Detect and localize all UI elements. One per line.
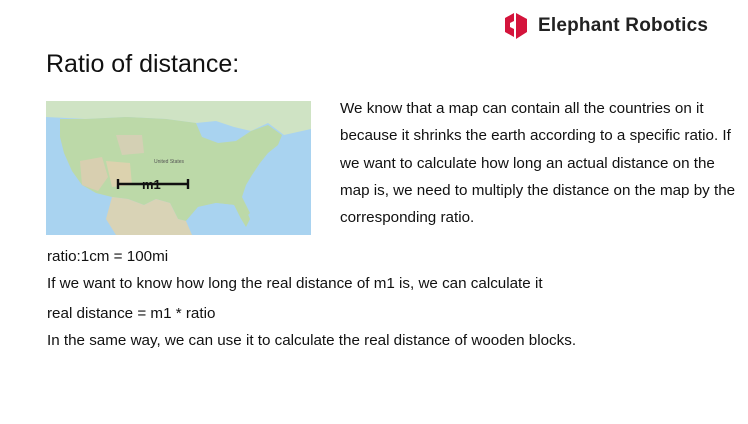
conclusion-line: In the same way, we can use it to calculate the real distance of wooden blocks. (47, 332, 577, 349)
brand-logo (503, 12, 708, 40)
ratio-line: ratio:1cm = 100mi (47, 248, 169, 265)
map-country-label: United States (154, 159, 185, 165)
slide-title: Ratio of distance: (46, 50, 240, 78)
explanation-paragraph: We know that a map can contain all the countries on it because it shrinks the earth according to a specific ratio. If we want to calculate how long an actual distance on the map is, we need to multiply the distance on the map by the corresponding ratio. (340, 100, 736, 227)
brand-name: Elephant Robotics (538, 15, 709, 36)
elephant-robotics-logo-icon (503, 12, 529, 40)
question-line: If we want to know how long the real distance of m1 is, we can calculate it (47, 275, 543, 292)
formula-line: real distance = m1 * ratio (47, 305, 216, 322)
m1-measure-label: m1 (142, 177, 161, 192)
us-map-image (46, 101, 311, 235)
